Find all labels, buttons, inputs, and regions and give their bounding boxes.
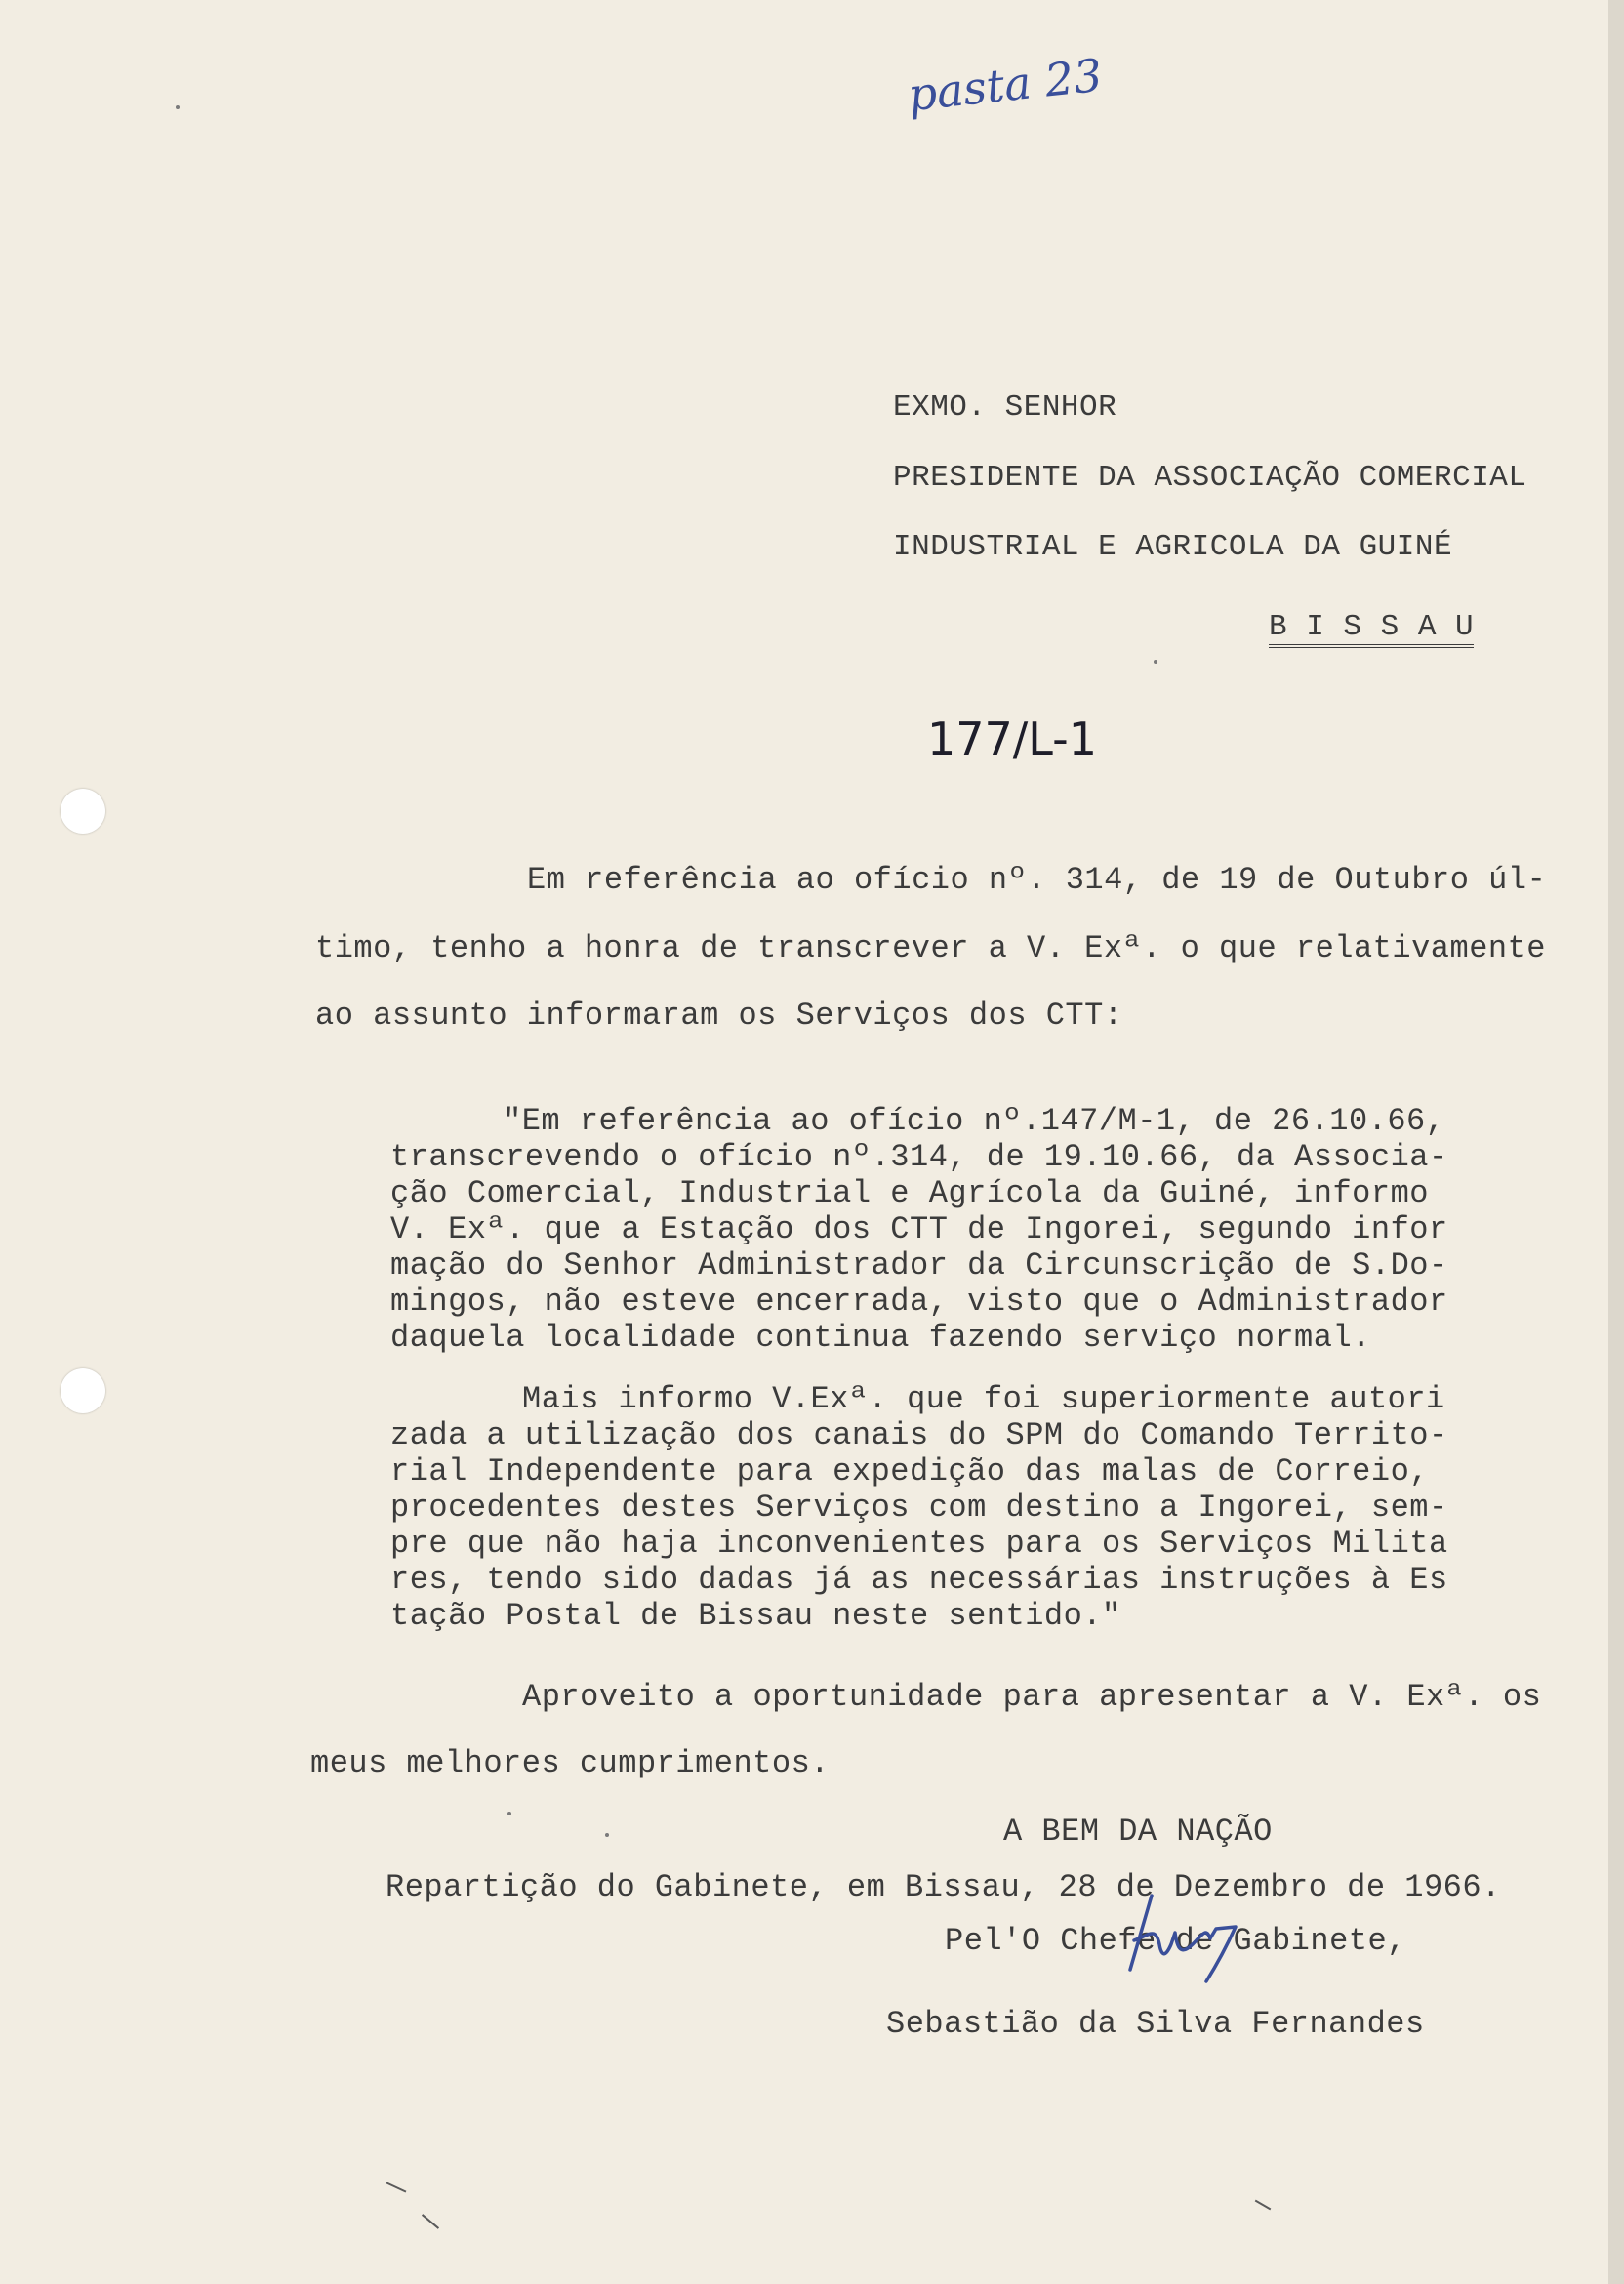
recipient-line-2: INDUSTRIAL E AGRICOLA DA GUINÉ <box>893 530 1453 564</box>
quote-p2-line-4: procedentes destes Serviços com destino a Ingorei, sem- <box>390 1489 1448 1526</box>
closing-line-1: Aproveito a oportunidade para apresentar a V. Exª. os <box>522 1679 1542 1715</box>
handwritten-signature <box>1113 1884 1259 1991</box>
motto: A BEM DA NAÇÃO <box>1003 1814 1273 1850</box>
quote-p2-line-6: res, tendo sido dadas já as necessárias instruções à Es <box>390 1562 1448 1598</box>
quote-p1-line-3: ção Comercial, Industrial e Agrícola da Guiné, informo <box>390 1175 1429 1211</box>
punch-hole-upper <box>61 789 105 834</box>
quote-p2-line-3: rial Independente para expedição das malas de Correio, <box>390 1453 1429 1489</box>
paper-speck <box>605 1833 609 1837</box>
intro-line-1: Em referência ao ofício nº. 314, de 19 de Outubro úl- <box>527 862 1547 898</box>
quote-p2-line-5: pre que não haja inconvenientes para os Serviços Milita <box>390 1526 1448 1562</box>
marginal-note: pasta 23 <box>905 48 1105 122</box>
paper-mark <box>1255 2200 1272 2211</box>
quote-p1-line-5: mação do Senhor Administrador da Circunscrição de S.Do- <box>390 1247 1448 1284</box>
quote-p1-line-2: transcrevendo o ofício nº.314, de 19.10.66, da Associa- <box>390 1139 1448 1175</box>
signature-role: Pel'O Chefe de Gabinete, <box>945 1923 1406 1959</box>
place-date: Repartição do Gabinete, em Bissau, 28 de Dezembro de 1966. <box>386 1869 1501 1905</box>
paper-speck <box>508 1812 511 1815</box>
quote-p1-line-4: V. Exª. que a Estação dos CTT de Ingorei, segundo infor <box>390 1211 1448 1247</box>
quote-p2-line-7: tação Postal de Bissau neste sentido." <box>390 1598 1121 1634</box>
paper-mark <box>386 2182 407 2192</box>
recipient-line-1: PRESIDENTE DA ASSOCIAÇÃO COMERCIAL <box>893 461 1527 495</box>
paper-mark <box>422 2214 439 2229</box>
paper-speck <box>176 105 180 109</box>
signatory-name: Sebastião da Silva Fernandes <box>886 2006 1425 2042</box>
quote-p2-line-2: zada a utilização dos canais do SPM do Comando Territo- <box>390 1417 1448 1453</box>
intro-line-2: timo, tenho a honra de transcrever a V. Exª. o que relativamente <box>315 930 1546 966</box>
quote-p2-line-1: Mais informo V.Exª. que foi superiormente autori <box>522 1381 1445 1417</box>
reference-number: 177/L-1 <box>927 713 1097 765</box>
recipient-salutation: EXMO. SENHOR <box>893 390 1117 425</box>
paper-speck <box>1154 660 1157 664</box>
quote-p1-line-1: "Em referência ao ofício nº.147/M-1, de 26.10.66, <box>503 1103 1445 1139</box>
recipient-city: B I S S A U <box>1269 610 1474 648</box>
punch-hole-lower <box>61 1368 105 1413</box>
quote-p1-line-7: daquela localidade continua fazendo serviço normal. <box>390 1320 1371 1356</box>
closing-line-2: meus melhores cumprimentos. <box>310 1745 830 1781</box>
intro-line-3: ao assunto informaram os Serviços dos CTT: <box>315 998 1123 1034</box>
quote-p1-line-6: mingos, não esteve encerrada, visto que o Administrador <box>390 1284 1448 1320</box>
